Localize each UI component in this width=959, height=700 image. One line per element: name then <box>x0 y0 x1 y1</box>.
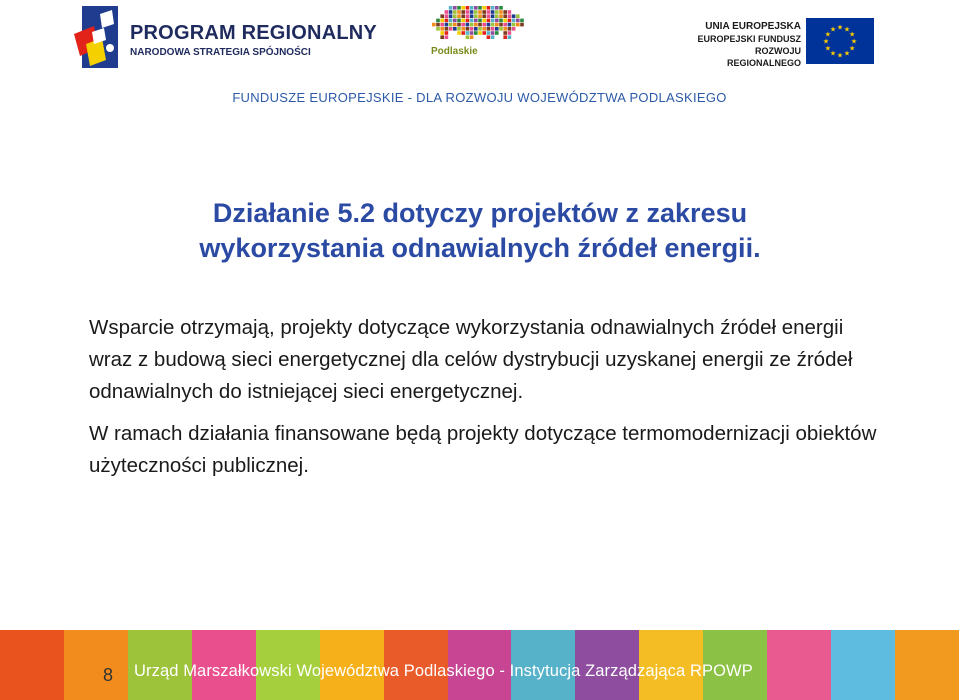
bison-tile <box>461 10 465 14</box>
bison-tile <box>449 23 453 27</box>
bison-tile <box>487 19 491 23</box>
footer-stripe <box>895 630 959 700</box>
eu-logo <box>683 18 875 68</box>
bison-tile <box>470 10 474 14</box>
bison-tile <box>478 6 482 10</box>
podlaskie-label: Podlaskie <box>431 46 478 57</box>
podlaskie-logo <box>428 4 528 66</box>
bison-tile <box>478 14 482 18</box>
bison-tile <box>491 19 495 23</box>
page-number: 8 <box>103 665 114 685</box>
bison-tile <box>491 35 495 39</box>
bison-tile <box>461 6 465 10</box>
bison-tile <box>482 19 486 23</box>
program-regionalny-logo <box>72 4 377 74</box>
bison-tile <box>445 19 449 23</box>
bison-tile <box>470 14 474 18</box>
bison-tile <box>499 27 503 31</box>
bison-tile <box>466 23 470 27</box>
bison-tile <box>457 14 461 18</box>
bison-tile <box>440 14 444 18</box>
eu-star-icon: ★ <box>843 26 851 34</box>
eu-star-icon: ★ <box>850 38 858 46</box>
bison-tile <box>482 23 486 27</box>
header <box>0 0 959 120</box>
bison-tile <box>470 19 474 23</box>
bison-tile <box>508 35 512 39</box>
eu-line-3: ROZWOJU REGIONALNEGO <box>726 46 801 68</box>
bison-tile <box>499 14 503 18</box>
bison-tile <box>457 19 461 23</box>
bison-tile <box>466 19 470 23</box>
bison-tile <box>487 27 491 31</box>
bison-tile <box>503 35 507 39</box>
bison-tile <box>499 6 503 10</box>
bison-tile <box>440 27 444 31</box>
bison-tile <box>474 19 478 23</box>
eu-star-icon: ★ <box>824 31 832 39</box>
bison-tile <box>508 19 512 23</box>
paragraph-support: Wsparcie otrzymają, projekty dotyczące wykorzystania odnawialnych źródeł energii wraz z budową sieci energetycznej dla celów dystrybucji uzyskanej energii ze źródeł odnawialnych do istniejącej sieci energetycznej. <box>89 316 853 403</box>
bison-tile <box>474 10 478 14</box>
bison-tile <box>453 19 457 23</box>
bison-tile <box>478 27 482 31</box>
footer-institution: Urząd Marszałkowski Województwa Podlaskiego - Instytucja Zarządzająca RPOWP <box>134 662 753 680</box>
bison-tile <box>491 23 495 27</box>
bison-tile <box>508 27 512 31</box>
bison-tile <box>478 19 482 23</box>
bison-tile <box>487 10 491 14</box>
slide-title-line-2: wykorzystania odnawialnych źródeł energii. <box>199 233 761 263</box>
bison-tile <box>445 35 449 39</box>
bison-tile <box>453 14 457 18</box>
eu-star-icon: ★ <box>848 31 856 39</box>
bison-tile <box>508 14 512 18</box>
bison-tile <box>508 23 512 27</box>
bison-tile <box>436 23 440 27</box>
bison-tile <box>499 10 503 14</box>
bison-tile <box>499 23 503 27</box>
bison-tile <box>495 31 499 35</box>
slide-title-line-1: Działanie 5.2 dotyczy projektów z zakresu <box>212 198 748 228</box>
footer-stripe <box>0 630 65 700</box>
bison-tile <box>499 19 503 23</box>
bison-tile <box>470 35 474 39</box>
bison-tile <box>449 10 453 14</box>
bison-tile <box>520 23 524 27</box>
bison-tile <box>461 19 465 23</box>
bison-tile <box>470 31 474 35</box>
bison-tile <box>449 6 453 10</box>
footer-stripe <box>767 630 832 700</box>
slide-body <box>89 312 879 482</box>
bison-tile <box>449 19 453 23</box>
bison-tile <box>495 23 499 27</box>
bison-tile <box>457 23 461 27</box>
bison-tile <box>432 23 436 27</box>
bison-tile <box>508 10 512 14</box>
bison-tile <box>453 6 457 10</box>
bison-tile <box>457 31 461 35</box>
bison-tile <box>461 23 465 27</box>
bison-tile <box>503 19 507 23</box>
footer-stripe <box>831 630 896 700</box>
eu-star-icon: ★ <box>822 38 830 46</box>
bison-tile <box>478 31 482 35</box>
bison-tile <box>482 14 486 18</box>
bison-tile <box>461 27 465 31</box>
bison-tile <box>512 23 516 27</box>
bison-tile <box>470 6 474 10</box>
bison-tile <box>487 31 491 35</box>
bison-tile <box>440 31 444 35</box>
bison-tile <box>474 23 478 27</box>
bison-tile <box>461 31 465 35</box>
eu-star-icon: ★ <box>836 52 844 60</box>
bison-tile <box>478 23 482 27</box>
footer-stripe <box>64 630 129 700</box>
bison-tile <box>512 14 516 18</box>
slide-title <box>110 196 850 266</box>
bison-tile <box>457 27 461 31</box>
bison-tile <box>503 27 507 31</box>
bison-tile <box>495 19 499 23</box>
bison-tile <box>487 23 491 27</box>
bison-tile <box>487 6 491 10</box>
bison-tile <box>503 31 507 35</box>
bison-tile <box>491 14 495 18</box>
eu-star-icon: ★ <box>829 26 837 34</box>
eu-text <box>683 20 801 69</box>
bison-tile <box>503 10 507 14</box>
bison-tile <box>474 14 478 18</box>
bison-tile <box>457 6 461 10</box>
bison-tile <box>474 31 478 35</box>
bison-tile <box>466 31 470 35</box>
bison-tile <box>470 23 474 27</box>
bison-tile <box>466 35 470 39</box>
bison-tile <box>482 31 486 35</box>
bison-tile <box>512 19 516 23</box>
bison-tile <box>470 27 474 31</box>
bison-tile <box>440 19 444 23</box>
paragraph-thermomodernization: W ramach działania finansowane będą projekty dotyczące termomodernizacji obiektów użyteczności publicznej. <box>89 422 877 477</box>
bison-tile <box>487 14 491 18</box>
bison-tile <box>495 27 499 31</box>
bison-tile <box>474 27 478 31</box>
bison-tile <box>491 27 495 31</box>
bison-tile <box>466 6 470 10</box>
bison-tile <box>436 19 440 23</box>
bison-tile <box>445 23 449 27</box>
bison-tile <box>491 6 495 10</box>
eu-line-2: EUROPEJSKI FUNDUSZ <box>697 34 801 44</box>
bison-tile <box>445 31 449 35</box>
program-regionalny-emblem-icon <box>72 4 124 74</box>
bison-tile <box>495 6 499 10</box>
bison-tile <box>495 14 499 18</box>
eu-star-icon: ★ <box>848 45 856 53</box>
eu-star-icon: ★ <box>836 24 844 32</box>
bison-tile <box>440 35 444 39</box>
bison-tile <box>516 19 520 23</box>
program-subtitle: NARODOWA STRATEGIA SPÓJNOŚCI <box>130 47 311 58</box>
bison-tile <box>478 10 482 14</box>
eu-star-icon: ★ <box>843 50 851 58</box>
eu-star-icon: ★ <box>824 45 832 53</box>
bison-tile <box>482 10 486 14</box>
bison-tile <box>436 27 440 31</box>
bison-tile <box>503 14 507 18</box>
bison-tile <box>453 10 457 14</box>
bison-tile <box>491 10 495 14</box>
eu-star-icon: ★ <box>829 50 837 58</box>
funds-tagline: FUNDUSZE EUROPEJSKIE - DLA ROZWOJU WOJEWÓDZTWA PODLASKIEGO <box>232 90 727 105</box>
bison-tile <box>445 10 449 14</box>
bison-tile <box>487 35 491 39</box>
bison-tile <box>482 6 486 10</box>
bison-tile <box>445 27 449 31</box>
bison-tile <box>474 6 478 10</box>
bison-tile <box>516 14 520 18</box>
bison-tile <box>453 23 457 27</box>
program-title: PROGRAM REGIONALNY <box>130 22 377 44</box>
bison-tile <box>466 14 470 18</box>
bison-tile <box>449 27 453 31</box>
bison-tile <box>520 19 524 23</box>
bison-tile <box>453 27 457 31</box>
bison-tile <box>445 14 449 18</box>
bison-tile <box>457 10 461 14</box>
eu-line-1: UNIA EUROPEJSKA <box>705 21 801 32</box>
bison-tile <box>516 23 520 27</box>
bison-tile <box>449 14 453 18</box>
bison-tile <box>466 27 470 31</box>
bison-tile <box>491 31 495 35</box>
bison-tile <box>508 31 512 35</box>
bison-tile <box>440 23 444 27</box>
bison-tile <box>503 23 507 27</box>
bison-tile <box>461 14 465 18</box>
eu-flag-icon <box>806 18 874 64</box>
bison-tile <box>466 10 470 14</box>
bison-tile <box>482 27 486 31</box>
bison-tile <box>495 10 499 14</box>
bison-tile <box>512 27 516 31</box>
